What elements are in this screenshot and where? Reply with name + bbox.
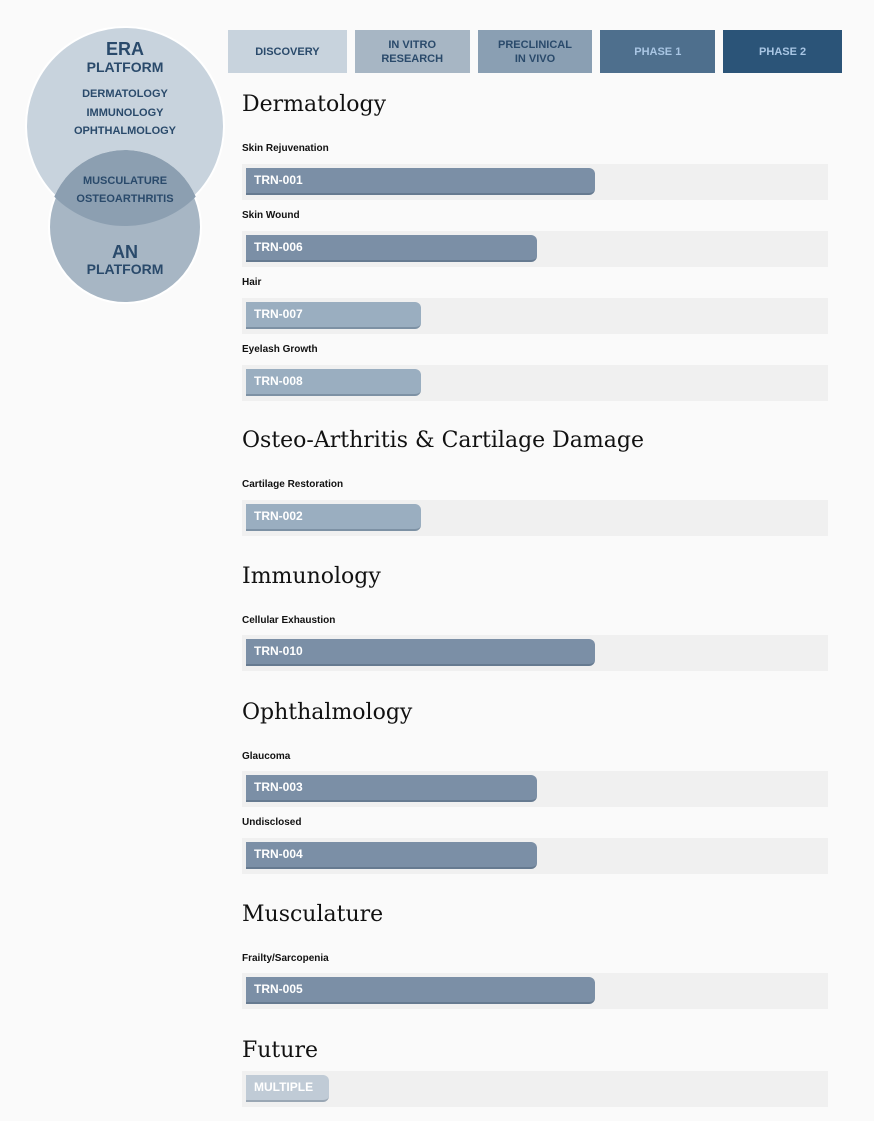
program-bar-trn-008[interactable]: TRN-008	[246, 369, 421, 396]
section-title-musculature: Musculature	[242, 902, 384, 927]
era-area-immunology: IMMUNOLOGY	[86, 106, 164, 119]
era-platform-label: PLATFORM	[86, 59, 164, 75]
program-track	[242, 771, 828, 807]
section-title-immunology: Immunology	[242, 564, 381, 589]
overlap-area-osteoarthritis: OSTEOARTHRITIS	[76, 193, 174, 205]
program-track	[242, 164, 828, 200]
program-bar-trn-002[interactable]: TRN-002	[246, 504, 421, 531]
indication-label: Skin Rejuvenation	[242, 143, 329, 154]
indication-label: Frailty/Sarcopenia	[242, 953, 329, 964]
indication-label: Eyelash Growth	[242, 344, 318, 355]
program-track	[242, 298, 828, 334]
section-title-future: Future	[242, 1038, 318, 1063]
program-track	[242, 500, 828, 536]
program-bar-trn-001[interactable]: TRN-001	[246, 168, 595, 195]
program-bar-trn-003[interactable]: TRN-003	[246, 775, 537, 802]
program-bar-trn-010[interactable]: TRN-010	[246, 639, 595, 666]
platform-venn-diagram	[0, 0, 230, 310]
program-bar-multiple[interactable]: MULTIPLE	[246, 1075, 329, 1102]
program-track	[242, 1071, 828, 1107]
program-track	[242, 838, 828, 874]
program-track	[242, 635, 828, 671]
era-area-ophthalmology: OPHTHALMOLOGY	[73, 125, 177, 137]
indication-label: Glaucoma	[242, 751, 291, 762]
phase-2[interactable]: PHASE 2	[723, 30, 842, 73]
era-therapeutic-areas	[25, 85, 225, 141]
indication-label: Skin Wound	[242, 210, 300, 221]
program-track	[242, 231, 828, 267]
section-title-ophthalmology: Ophthalmology	[242, 700, 413, 725]
program-track	[242, 973, 828, 1009]
program-track	[242, 365, 828, 401]
program-bar-trn-006[interactable]: TRN-006	[246, 235, 537, 262]
era-title: ERA	[105, 39, 144, 59]
indication-label: Undisclosed	[242, 817, 302, 828]
phase-preclinical-in-vivo[interactable]: PRECLINICAL IN VIVO	[478, 30, 593, 73]
section-title-dermatology: Dermatology	[242, 92, 387, 117]
indication-label: Hair	[242, 277, 262, 288]
phase-header	[228, 30, 842, 73]
program-bar-trn-007[interactable]: TRN-007	[246, 302, 421, 329]
an-title: AN	[112, 242, 138, 262]
section-title-osteoarthritis: Osteo-Arthritis & Cartilage Damage	[242, 428, 644, 453]
phase-1[interactable]: PHASE 1	[600, 30, 715, 73]
overlap-therapeutic-areas	[25, 172, 225, 208]
indication-label: Cartilage Restoration	[242, 479, 344, 490]
an-platform-label: PLATFORM	[86, 261, 164, 277]
era-area-dermatology: DERMATOLOGY	[82, 88, 168, 100]
program-bar-trn-005[interactable]: TRN-005	[246, 977, 595, 1004]
phase-in-vitro-research[interactable]: IN VITRO RESEARCH	[355, 30, 470, 73]
indication-label: Cellular Exhaustion	[242, 615, 336, 626]
overlap-area-musculature: MUSCULATURE	[82, 175, 168, 187]
program-bar-trn-004[interactable]: TRN-004	[246, 842, 537, 869]
phase-discovery[interactable]: DISCOVERY	[228, 30, 347, 73]
